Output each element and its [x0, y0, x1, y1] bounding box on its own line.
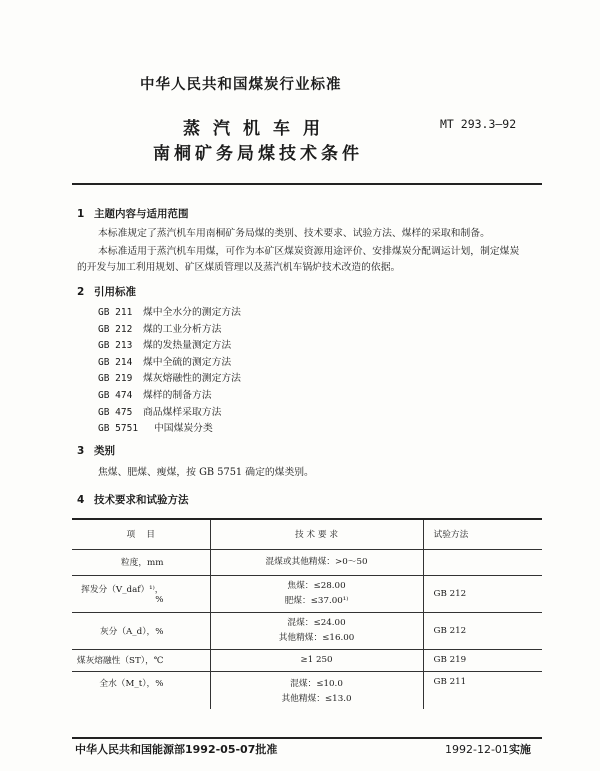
requirement-line: 混煤或其他精煤：>0～50 — [265, 556, 368, 567]
table-row — [72, 671, 542, 709]
table-header-row — [72, 519, 542, 549]
requirement-line: 混煤：≤24.00 — [287, 617, 346, 628]
row-item: 全水（M_t），% — [72, 671, 210, 709]
row-method: GB 212 — [423, 612, 542, 649]
row-item: 灰分（A_d），% — [72, 612, 210, 649]
reference-code: GB 219 — [98, 373, 133, 385]
standard-type-heading: 中华人民共和国煤炭行业标准 — [140, 77, 342, 93]
row-requirement — [210, 671, 423, 709]
row-requirement — [210, 612, 423, 649]
reference-name: 煤灰熔融性的测定方法 — [143, 373, 241, 385]
reference-name: 煤的发热量测定方法 — [143, 340, 232, 352]
requirement-line: 其他精煤：≤16.00 — [278, 632, 355, 643]
reference-item — [98, 354, 241, 371]
section-1-paragraph-2-line2: 的开发与加工利用规划、矿区煤质管理以及蒸汽机车锅炉技术改造的依据。 — [77, 262, 401, 273]
reference-item — [98, 370, 241, 387]
header-requirement: 技 术 要 求 — [210, 519, 423, 549]
section-1-paragraph-1: 本标准规定了蒸汽机车用南桐矿务局煤的类别、技术要求、试验方法、煤样的采取和制备。 — [98, 228, 490, 239]
table-row — [72, 649, 542, 671]
requirement-line: 混煤：≤10.0 — [290, 678, 343, 689]
row-requirement — [210, 549, 423, 575]
section-2-title: 引用标准 — [94, 286, 136, 298]
reference-name: 中国煤炭分类 — [154, 423, 213, 435]
section-4-number: 4 — [77, 494, 85, 506]
table-row — [72, 612, 542, 649]
row-method: GB 211 — [433, 676, 467, 687]
header-method: 试验方法 — [423, 519, 542, 549]
row-item: 煤灰熔融性（ST），℃ — [72, 649, 210, 671]
header-item: 项 目 — [72, 519, 210, 549]
document-title-line2: 南桐矿务局煤技术条件 — [153, 144, 363, 164]
reference-name: 商品煤样采取方法 — [143, 406, 222, 418]
section-3-paragraph: 焦煤、肥煤、瘦煤，按 GB 5751 确定的煤类别。 — [98, 467, 314, 478]
standard-number: MT 293.3—92 — [440, 117, 517, 131]
technical-requirements-table — [72, 518, 542, 709]
reference-code: GB 475 — [98, 406, 133, 418]
reference-code: GB 212 — [98, 323, 133, 335]
row-item: 挥发分（V_daf）¹⁾，% — [72, 575, 210, 612]
row-method: GB 212 — [423, 575, 542, 612]
implementation-label: 实施 — [508, 743, 531, 756]
section-2-heading — [77, 284, 136, 299]
section-1-heading — [77, 206, 189, 221]
section-3-number: 3 — [77, 445, 85, 457]
reference-code: GB 474 — [98, 389, 133, 401]
section-1-number: 1 — [77, 208, 85, 220]
reference-code: GB 214 — [98, 356, 133, 368]
requirement-line: 肥煤：≤37.00¹⁾ — [284, 595, 349, 606]
section-4-heading — [77, 492, 189, 507]
row-requirement — [210, 649, 423, 671]
section-3-title: 类别 — [94, 445, 115, 457]
implementation-line — [445, 741, 531, 757]
reference-code: GB 211 — [98, 307, 133, 318]
reference-item — [98, 404, 241, 421]
row-method: GB 219 — [423, 649, 542, 671]
requirement-line: 其他精煤：≤13.0 — [281, 693, 352, 704]
reference-item — [98, 337, 241, 354]
section-2-number: 2 — [77, 286, 85, 298]
reference-name: 煤中全水分的测定方法 — [143, 307, 241, 318]
reference-item — [98, 304, 241, 321]
approval-line: 中华人民共和国能源部1992-05-07批准 — [75, 743, 278, 756]
section-1-paragraph-2-line1: 本标准适用于蒸汽机车用煤，可作为本矿区煤炭资源用途评价、安排煤炭分配调运计划，制定煤炭 — [98, 246, 520, 257]
reference-item — [98, 420, 241, 437]
row-method — [423, 549, 542, 575]
row-requirement — [210, 575, 423, 612]
reference-item — [98, 321, 241, 338]
table-row — [72, 549, 542, 575]
implementation-date: 1992-12-01 — [445, 743, 509, 756]
reference-name: 煤样的制备方法 — [143, 389, 212, 401]
document-title-line1: 蒸汽机车用 — [183, 119, 333, 139]
requirement-line: ≥1 250 — [300, 654, 333, 665]
header-rule — [72, 183, 542, 185]
reference-name: 煤中全硫的测定方法 — [143, 356, 232, 368]
reference-code: GB 5751 — [98, 423, 139, 435]
row-item: 粒度，mm — [72, 549, 210, 575]
table-row — [72, 575, 542, 612]
section-3-heading — [77, 443, 115, 458]
section-4-title: 技术要求和试验方法 — [94, 494, 189, 506]
section-1-title: 主题内容与适用范围 — [94, 208, 189, 220]
footer-rule — [72, 737, 542, 739]
requirement-line: 焦煤：≤28.00 — [287, 580, 346, 591]
reference-item — [98, 387, 241, 404]
reference-list — [98, 304, 241, 437]
reference-name: 煤的工业分析方法 — [143, 323, 222, 335]
reference-code: GB 213 — [98, 340, 133, 352]
